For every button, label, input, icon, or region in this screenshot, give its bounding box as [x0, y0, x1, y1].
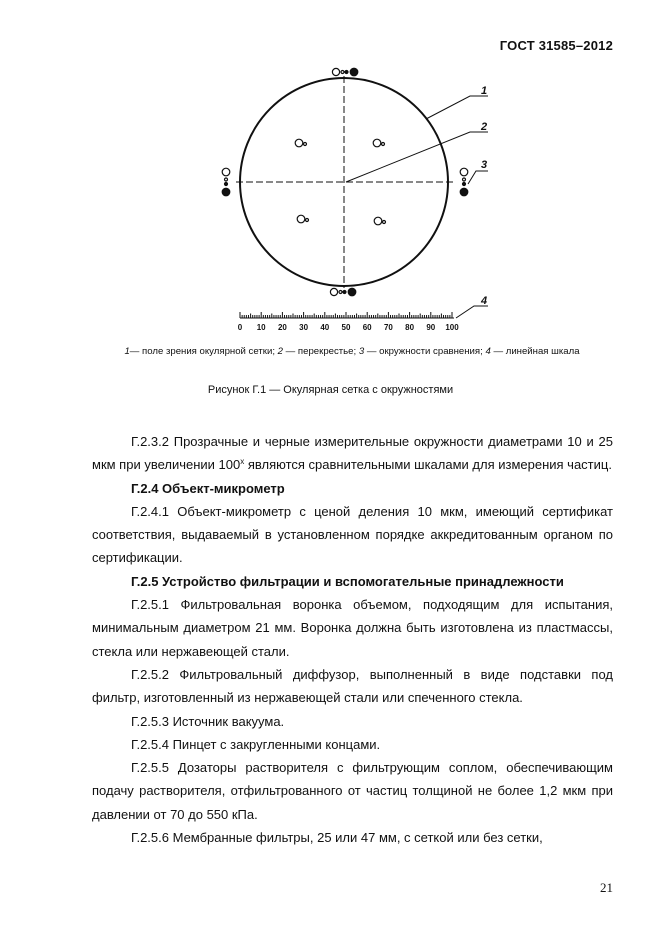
- scale-label: 20: [277, 323, 287, 332]
- comparison-circles-top: [332, 68, 357, 76]
- comparison-circles-left: [222, 168, 230, 196]
- reticle-figure: [0, 0, 661, 340]
- paragraph-g2-5-2: Г.2.5.2 Фильтровальный диффузор, выполненный в виде подставки под фильтр, изготовленный из нержавеющей стали или спеченного стекла.: [92, 666, 613, 706]
- page-number: 21: [600, 880, 613, 895]
- scale-label: 90: [426, 323, 436, 332]
- callout-4: 4: [481, 295, 488, 307]
- superscript: х: [240, 457, 245, 467]
- legend-text-3: — окружности сравнения;: [364, 346, 486, 357]
- scale-label: 10: [256, 323, 266, 332]
- legend-text-1: — поле зрения окулярной сетки;: [129, 346, 278, 357]
- scale-label: 60: [362, 323, 372, 332]
- paragraph-g2-3-2: [92, 430, 613, 477]
- scale-label: 40: [320, 323, 330, 332]
- scale-label: 30: [299, 323, 309, 332]
- legend-num-1: 1: [124, 346, 130, 357]
- linear-scale-labels: [238, 323, 459, 332]
- paragraph-g2-5-5: Г.2.5.5 Дозаторы растворителя с фильтрующим соплом, обеспечивающим подачу растворителя, отфильтрованного от частиц толщиной не более 1,2 мкм при давлении от 70 до 550 кПа.: [92, 760, 613, 822]
- section-heading-g2-5: Г.2.5 Устройство фильтрации и вспомогательные принадлежности: [131, 573, 564, 589]
- scale-label: 0: [237, 323, 243, 332]
- callout-3: 3: [481, 159, 488, 171]
- paragraph-g2-5-3: Г.2.5.3 Источник вакуума.: [131, 713, 285, 729]
- legend-text-4: — линейная шкала: [490, 346, 580, 357]
- document-header: ГОСТ 31585–2012: [499, 38, 613, 53]
- paragraph-g2-5-6: Г.2.5.6 Мембранные фильтры, 25 или 47 мм, с сеткой или без сетки,: [131, 830, 543, 846]
- legend-num-2: 2: [277, 346, 283, 357]
- figure-caption: Рисунок Г.1 — Окулярная сетка с окружностями: [207, 384, 454, 396]
- body-text: [92, 430, 613, 849]
- section-heading-g2-4: Г.2.4 Объект-микрометр: [131, 480, 285, 496]
- legend-num-4: 4: [485, 346, 491, 357]
- legend-num-3: 3: [358, 346, 365, 357]
- paragraph-g2-5-4: Г.2.5.4 Пинцет с закругленными концами.: [131, 736, 381, 752]
- callout-1: 1: [481, 85, 488, 97]
- linear-scale: [240, 312, 454, 318]
- crosshair: [236, 76, 454, 288]
- paragraph-text: Г.2.3.2 Прозрачные и черные измерительные окружности диаметрами 10 и 25 мкм при увеличении 100: [92, 434, 613, 473]
- comparison-circles-right: [460, 168, 468, 196]
- leader-lines: [346, 96, 488, 318]
- comparison-circles-bottom: [330, 288, 355, 296]
- scale-label: 70: [383, 323, 393, 332]
- scale-label: 50: [341, 323, 351, 332]
- legend-text-2: — перекрестье;: [283, 346, 359, 357]
- paragraph-g2-4-1: Г.2.4.1 Объект-микрометр с ценой деления 10 мкм, имеющий сертификат соответствия, выдаваемый в установленном порядке аккредитованным органом по сертификации.: [92, 503, 613, 566]
- paragraph-g2-5-1: Г.2.5.1 Фильтровальная воронка объемом, подходящим для испытания, минимальным диаметром 21 мм. Воронка должна быть изготовлена из пластмассы, стекла или нержавеющей стали.: [92, 597, 613, 659]
- scale-label: 100: [445, 323, 459, 332]
- scale-label: 80: [405, 323, 415, 332]
- figure-legend: [92, 345, 612, 358]
- paragraph-text: являются сравнительными шкалами для измерения частиц.: [244, 457, 612, 473]
- callout-2: 2: [481, 121, 488, 133]
